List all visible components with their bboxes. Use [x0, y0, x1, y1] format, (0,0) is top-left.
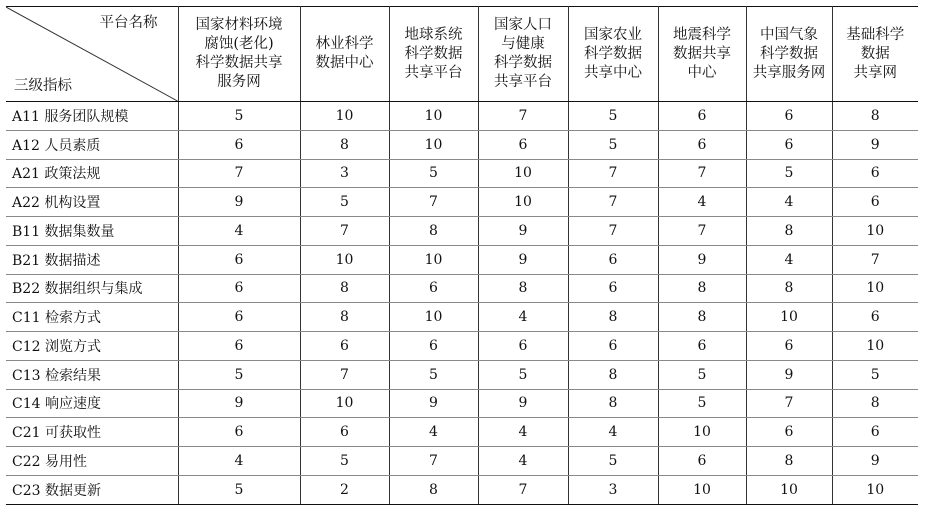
score-cell: 5 [658, 389, 746, 418]
score-cell: 8 [658, 303, 746, 332]
indicator-label: B11 数据集数量 [6, 217, 178, 246]
table-row [6, 245, 918, 274]
score-cell: 6 [178, 130, 300, 159]
table-row [6, 274, 918, 303]
score-cell: 6 [658, 447, 746, 476]
table-row [6, 360, 918, 389]
column-header [832, 7, 918, 102]
score-cell: 6 [568, 245, 658, 274]
score-cell: 6 [478, 332, 568, 361]
score-cell: 6 [832, 303, 918, 332]
score-cell: 9 [746, 360, 832, 389]
score-cell: 7 [568, 217, 658, 246]
indicator-label: C23 数据更新 [6, 475, 178, 504]
table-row [6, 447, 918, 476]
score-cell: 5 [568, 102, 658, 131]
score-cell: 7 [658, 159, 746, 188]
platform-indicator-table [6, 6, 918, 505]
score-cell: 4 [478, 447, 568, 476]
score-cell: 6 [658, 332, 746, 361]
indicator-label: A11 服务团队规模 [6, 102, 178, 131]
table-row [6, 389, 918, 418]
table-row [6, 188, 918, 217]
column-header-line: 服务网 [217, 74, 261, 90]
score-cell: 8 [568, 360, 658, 389]
score-cell: 6 [832, 159, 918, 188]
score-cell: 10 [389, 102, 478, 131]
score-cell: 8 [389, 475, 478, 504]
column-header-line: 中心 [687, 64, 717, 81]
score-cell: 4 [389, 418, 478, 447]
score-cell: 4 [178, 447, 300, 476]
score-cell: 6 [746, 130, 832, 159]
score-cell: 5 [178, 475, 300, 504]
column-header [300, 7, 389, 102]
score-cell: 10 [300, 389, 389, 418]
column-header-line: 数据中心 [315, 55, 374, 71]
score-cell: 7 [832, 245, 918, 274]
score-cell: 6 [658, 130, 746, 159]
score-cell: 7 [746, 389, 832, 418]
indicator-label: C13 检索结果 [6, 360, 178, 389]
score-cell: 8 [300, 130, 389, 159]
score-cell: 10 [389, 130, 478, 159]
score-cell: 9 [658, 245, 746, 274]
score-cell: 8 [568, 389, 658, 418]
score-cell: 6 [746, 332, 832, 361]
score-cell: 8 [746, 447, 832, 476]
score-cell: 6 [178, 418, 300, 447]
corner-header-cell [6, 7, 178, 102]
column-header [178, 7, 300, 102]
column-header [658, 7, 746, 102]
score-cell: 10 [658, 475, 746, 504]
column-header-line: 与健康 [501, 36, 545, 52]
score-cell: 6 [178, 332, 300, 361]
score-cell: 10 [832, 217, 918, 246]
score-cell: 5 [658, 360, 746, 389]
score-cell: 10 [746, 303, 832, 332]
column-header [478, 7, 568, 102]
score-cell: 6 [832, 188, 918, 217]
table-row [6, 475, 918, 504]
score-cell: 6 [746, 418, 832, 447]
score-cell: 9 [478, 245, 568, 274]
score-cell: 5 [178, 360, 300, 389]
score-cell: 3 [568, 475, 658, 504]
score-cell: 5 [389, 159, 478, 188]
column-header-line: 共享中心 [584, 64, 642, 81]
column-header-line: 国家人口 [494, 17, 552, 33]
column-header-line: 地球系统 [404, 26, 463, 43]
indicator-label: C21 可获取性 [6, 418, 178, 447]
score-cell: 5 [389, 360, 478, 389]
indicator-label: C22 易用性 [6, 447, 178, 476]
column-header-line: 科学数据 [584, 45, 642, 62]
score-cell: 4 [746, 245, 832, 274]
score-cell: 8 [658, 274, 746, 303]
indicator-label: B21 数据描述 [6, 245, 178, 274]
score-cell: 10 [832, 332, 918, 361]
score-cell: 9 [832, 447, 918, 476]
score-cell: 10 [658, 418, 746, 447]
score-cell: 10 [478, 159, 568, 188]
score-cell: 6 [568, 274, 658, 303]
indicator-label: A12 人员素质 [6, 130, 178, 159]
indicator-label: C12 浏览方式 [6, 332, 178, 361]
score-cell: 6 [178, 303, 300, 332]
score-cell: 8 [389, 217, 478, 246]
column-header-line: 地震科学 [673, 26, 731, 43]
score-cell: 5 [478, 360, 568, 389]
score-cell: 9 [832, 130, 918, 159]
score-cell: 10 [832, 274, 918, 303]
column-header-line: 数据 [860, 45, 890, 62]
score-cell: 6 [478, 130, 568, 159]
score-cell: 10 [300, 245, 389, 274]
indicator-label: A21 政策法规 [6, 159, 178, 188]
score-cell: 10 [300, 102, 389, 131]
score-cell: 7 [300, 360, 389, 389]
column-header [746, 7, 832, 102]
column-header [389, 7, 478, 102]
table-row [6, 418, 918, 447]
column-header-line: 中国气象 [760, 26, 818, 43]
corner-row-title: 三级指标 [14, 78, 72, 94]
column-header-line: 国家农业 [584, 26, 642, 43]
score-cell: 10 [389, 303, 478, 332]
column-header [568, 7, 658, 102]
score-cell: 7 [568, 159, 658, 188]
score-cell: 6 [178, 274, 300, 303]
score-cell: 8 [300, 303, 389, 332]
score-cell: 5 [832, 360, 918, 389]
score-cell: 8 [832, 389, 918, 418]
score-cell: 4 [746, 188, 832, 217]
score-cell: 6 [300, 418, 389, 447]
score-cell: 5 [568, 130, 658, 159]
score-cell: 7 [478, 102, 568, 131]
score-cell: 8 [746, 217, 832, 246]
table-row [6, 102, 918, 131]
score-cell: 7 [658, 217, 746, 246]
score-cell: 4 [178, 217, 300, 246]
corner-column-title: 平台名称 [99, 15, 158, 31]
column-header-line: 林业科学 [315, 36, 374, 52]
column-header-line: 科学数据 [494, 55, 552, 71]
indicator-label: C14 响应速度 [6, 389, 178, 418]
score-cell: 6 [300, 332, 389, 361]
score-cell: 8 [300, 274, 389, 303]
score-cell: 6 [389, 332, 478, 361]
indicator-label: C11 检索方式 [6, 303, 178, 332]
column-header-line: 基础科学 [846, 26, 905, 43]
score-cell: 7 [178, 159, 300, 188]
column-header-line: 数据共享 [673, 45, 731, 62]
document-page [6, 6, 918, 505]
score-cell: 9 [178, 188, 300, 217]
score-cell: 6 [568, 332, 658, 361]
score-cell: 5 [746, 159, 832, 188]
column-header-line: 共享网 [853, 64, 897, 81]
score-cell: 3 [300, 159, 389, 188]
score-cell: 2 [300, 475, 389, 504]
score-cell: 9 [389, 389, 478, 418]
score-cell: 6 [658, 102, 746, 131]
score-cell: 7 [478, 475, 568, 504]
header-row [6, 7, 918, 102]
score-cell: 9 [478, 217, 568, 246]
column-header-line: 共享平台 [494, 74, 552, 90]
score-cell: 10 [832, 475, 918, 504]
score-cell: 8 [478, 274, 568, 303]
column-header-line: 共享服务网 [752, 64, 826, 81]
score-cell: 6 [832, 418, 918, 447]
column-header-line: 腐蚀(老化) [204, 36, 274, 52]
score-cell: 7 [568, 188, 658, 217]
table-body [6, 102, 918, 505]
column-header-line: 科学数据 [404, 45, 463, 62]
score-cell: 7 [300, 217, 389, 246]
column-header-line: 国家材料环境 [195, 17, 283, 33]
table-row [6, 130, 918, 159]
score-cell: 8 [832, 102, 918, 131]
table-row [6, 332, 918, 361]
score-cell: 10 [746, 475, 832, 504]
table-row [6, 159, 918, 188]
score-cell: 6 [746, 102, 832, 131]
score-cell: 10 [478, 188, 568, 217]
score-cell: 7 [389, 188, 478, 217]
score-cell: 5 [178, 102, 300, 131]
score-cell: 4 [568, 418, 658, 447]
score-cell: 8 [746, 274, 832, 303]
score-cell: 10 [389, 245, 478, 274]
score-cell: 6 [178, 245, 300, 274]
indicator-label: A22 机构设置 [6, 188, 178, 217]
score-cell: 4 [478, 418, 568, 447]
score-cell: 4 [658, 188, 746, 217]
score-cell: 4 [478, 303, 568, 332]
score-cell: 7 [389, 447, 478, 476]
score-cell: 5 [300, 447, 389, 476]
column-header-line: 共享平台 [404, 64, 463, 81]
score-cell: 6 [389, 274, 478, 303]
column-header-line: 科学数据共享 [195, 55, 283, 71]
score-cell: 8 [568, 303, 658, 332]
score-cell: 9 [178, 389, 300, 418]
table-row [6, 303, 918, 332]
score-cell: 5 [300, 188, 389, 217]
table-row [6, 217, 918, 246]
indicator-label: B22 数据组织与集成 [6, 274, 178, 303]
score-cell: 9 [478, 389, 568, 418]
score-cell: 5 [568, 447, 658, 476]
column-header-line: 科学数据 [760, 45, 818, 62]
